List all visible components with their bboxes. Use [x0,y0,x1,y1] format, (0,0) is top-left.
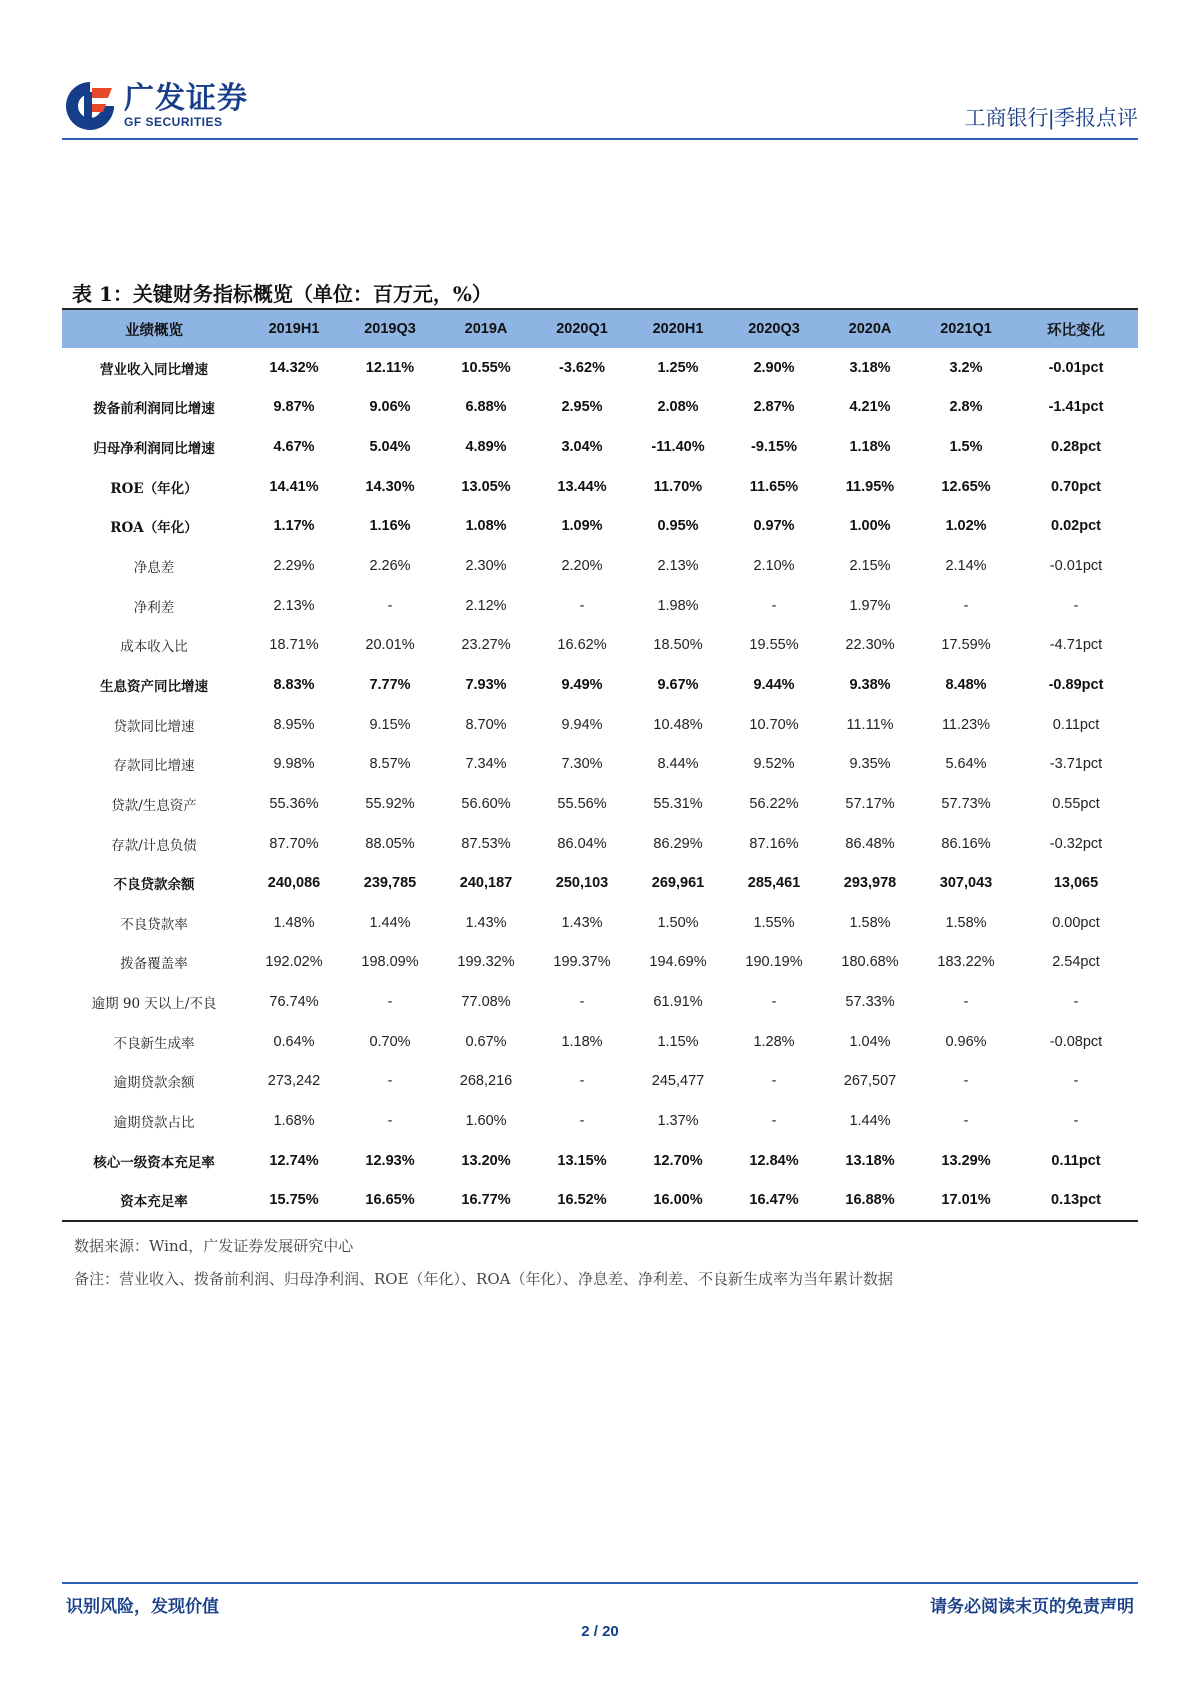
table-cell: - [1073,994,1079,1011]
table-row [62,1062,1138,1102]
table-cell: 61.91% [653,994,703,1011]
table-cell: 16.88% [845,1192,895,1209]
table-cell: 55.56% [557,795,607,812]
table-cell: 285,461 [747,875,801,892]
table-cell: 268,216 [459,1073,513,1090]
table-cell: - [387,994,393,1011]
table-cell: 12.84% [749,1152,799,1169]
table-cell: 0.95% [657,518,699,535]
table-cell: 12.70% [653,1152,703,1169]
table-cell: 19.55% [749,637,799,654]
table-cell: - [579,1073,585,1090]
table-cell: 190.19% [745,954,803,971]
table-cell: 3.18% [849,359,891,376]
logo-chinese-name: 广发证券 [124,82,248,115]
footer-divider [62,1582,1138,1584]
table-cell: 2.8% [949,399,983,416]
table-cell: 88.05% [365,835,415,852]
table-cell: 16.00% [653,1192,703,1209]
header-cell-period: 环比变化 [1014,310,1138,348]
table-cell: 17.01% [941,1192,991,1209]
table-cell: 1.50% [657,914,699,931]
row-label: 不良新生成率 [113,1035,195,1052]
table-cell: 9.67% [657,676,699,693]
table-cell: 307,043 [939,875,993,892]
header-cell-period: 2020Q1 [534,310,630,348]
table-cell: 1.17% [273,518,315,535]
table-cell: 17.59% [941,637,991,654]
table-cell: 1.68% [273,1112,315,1129]
row-label: ROE（年化） [110,480,198,497]
table-cell: 6.88% [465,399,507,416]
table-cell: - [387,1112,393,1129]
table-cell: 269,961 [651,875,705,892]
table-row [62,348,1138,388]
remark-note: 备注：营业收入、拨备前利润、归母净利润、ROE（年化）、ROA（年化）、净息差、净利差、不良新生成率为当年累计数据 [74,1270,893,1288]
table-cell: 239,785 [363,875,417,892]
table-cell: 0.70pct [1051,478,1101,495]
table-cell: 1.02% [945,518,987,535]
table-cell: 1.37% [657,1112,699,1129]
table-cell: 1.58% [849,914,891,931]
table-cell: -1.41pct [1048,399,1104,416]
table-cell: 5.04% [369,439,411,456]
table-cell: -0.32pct [1049,835,1103,852]
table-cell: 0.70% [369,1033,411,1050]
table-cell: 0.55pct [1052,795,1100,812]
table-cell: 0.97% [753,518,795,535]
table-cell: 57.33% [845,994,895,1011]
table-cell: 18.71% [269,637,319,654]
table-row [62,863,1138,903]
table-cell: 1.43% [561,914,603,931]
table-cell: 1.08% [465,518,507,535]
table-cell: 13.15% [557,1152,607,1169]
table-cell: 11.70% [653,478,703,495]
table-cell: 3.04% [561,439,603,456]
table-cell: 2.29% [273,558,315,575]
table-cell: 16.52% [557,1192,607,1209]
gf-logo-icon [62,78,118,134]
table-cell: 13.29% [941,1152,991,1169]
table-cell: 1.09% [561,518,603,535]
table-cell: 1.55% [753,914,795,931]
table-cell: -0.89pct [1048,676,1104,693]
table-cell: - [579,597,585,614]
table-cell: 14.32% [269,359,319,376]
table-cell: 15.75% [269,1192,319,1209]
table-cell: 1.15% [657,1033,699,1050]
company-logo [62,78,248,134]
table-row [62,1141,1138,1181]
header-cell-period: 2019H1 [246,310,342,348]
table-cell: 86.16% [941,835,991,852]
table-cell: 18.50% [653,637,703,654]
table-cell: 2.54pct [1052,954,1100,971]
table-cell: 4.89% [465,439,507,456]
table-cell: 10.55% [461,359,511,376]
table-cell: 2.87% [753,399,795,416]
table-cell: 1.16% [369,518,411,535]
header-cell-period: 2020H1 [630,310,726,348]
table-title: 表 1：关键财务指标概览（单位：百万元，%） [72,282,492,306]
table-cell: 2.10% [753,558,795,575]
table-cell: 55.31% [653,795,703,812]
table-cell: -0.01pct [1048,359,1104,376]
row-label: 成本收入比 [120,639,188,656]
table-row [62,903,1138,943]
table-cell: 2.15% [849,558,891,575]
table-cell: 8.95% [273,716,315,733]
table-cell: 8.83% [273,676,315,693]
table-cell: 87.16% [749,835,799,852]
page-number: 2 / 20 [581,1623,619,1640]
table-row [62,824,1138,864]
table-cell: 0.00pct [1052,914,1100,931]
header-cell-period: 2020Q3 [726,310,822,348]
table-cell: 4.21% [849,399,891,416]
row-label: 生息资产同比增速 [100,678,208,695]
table-cell: 1.58% [945,914,987,931]
table-cell: 16.65% [365,1192,415,1209]
table-cell: 11.11% [846,716,894,733]
table-cell: 9.94% [561,716,603,733]
table-cell: 1.18% [561,1033,603,1050]
table-cell: 2.08% [657,399,699,416]
row-label: 归母净利润同比增速 [93,441,215,458]
table-cell: - [579,1112,585,1129]
table-cell: 194.69% [649,954,707,971]
table-cell: 87.70% [269,835,319,852]
table-cell: 11.95% [845,478,895,495]
table-cell: -9.15% [751,439,797,456]
header-cell-period: 2019Q3 [342,310,438,348]
table-cell: 13,065 [1053,875,1099,892]
table-cell: 250,103 [555,875,609,892]
table-cell: 198.09% [361,954,419,971]
table-cell: 0.96% [945,1033,987,1050]
table-cell: 9.15% [369,716,411,733]
table-cell: 14.30% [365,478,415,495]
table-cell: 13.20% [461,1152,511,1169]
table-cell: 11.65% [749,478,799,495]
table-cell: - [579,994,585,1011]
table-cell: 199.32% [457,954,515,971]
row-label: 资本充足率 [120,1194,188,1211]
table-row [62,784,1138,824]
table-cell: 8.48% [945,676,987,693]
table-row [62,1101,1138,1141]
table-cell: - [771,994,777,1011]
table-cell: 1.25% [657,359,699,376]
table-cell: 12.74% [269,1152,319,1169]
table-cell: 1.44% [369,914,411,931]
table-cell: 1.00% [849,518,891,535]
table-row [62,705,1138,745]
header-cell-metric: 业绩概览 [62,310,246,348]
table-cell: 2.12% [465,597,507,614]
row-label: 不良贷款余额 [113,877,195,894]
table-cell: 9.35% [849,756,891,773]
table-cell: 2.90% [753,359,795,376]
table-cell: 56.22% [749,795,799,812]
table-cell: 1.18% [849,439,891,456]
table-cell: 9.38% [849,676,891,693]
table-row [62,546,1138,586]
table-cell: -0.01pct [1049,558,1103,575]
table-cell: 9.06% [369,399,411,416]
table-cell: -0.08pct [1049,1033,1103,1050]
table-cell: 22.30% [845,637,895,654]
table-row [62,625,1138,665]
row-label: 净息差 [133,560,175,577]
table-cell: 293,978 [843,875,897,892]
table-row [62,388,1138,428]
table-cell: 1.44% [849,1112,891,1129]
table-cell: 0.11pct [1051,1152,1101,1169]
table-cell: 240,187 [459,875,513,892]
table-cell: 2.13% [273,597,315,614]
table-bottom-rule [62,1220,1138,1222]
row-label: 贷款/生息资产 [111,797,197,814]
table-cell: 0.28pct [1051,439,1101,456]
table-cell: 12.65% [941,478,991,495]
table-cell: - [771,1112,777,1129]
table-cell: 183.22% [937,954,995,971]
table-cell: 7.77% [369,676,411,693]
table-cell: 0.02pct [1051,518,1101,535]
table-cell: 1.60% [465,1112,507,1129]
table-row [62,1180,1138,1220]
table-cell: 2.13% [657,558,699,575]
table-cell: 0.64% [273,1033,315,1050]
table-row [62,507,1138,547]
table-cell: -11.40% [651,439,705,456]
table-cell: 273,242 [267,1073,321,1090]
footer-slogan: 识别风险，发现价值 [66,1597,219,1616]
table-cell: 13.44% [557,478,607,495]
table-cell: 1.04% [849,1033,891,1050]
table-cell: 1.48% [273,914,315,931]
row-label: 营业收入同比增速 [100,361,208,378]
row-label: 不良贷款率 [120,916,188,933]
header-cell-period: 2021Q1 [918,310,1014,348]
table-cell: 3.2% [949,359,983,376]
page-header [62,78,1138,140]
table-cell: - [1073,1112,1079,1129]
table-cell: 12.11% [365,359,415,376]
row-label: 存款/计息负债 [111,837,197,854]
table-cell: 8.70% [465,716,507,733]
table-cell: 1.98% [657,597,699,614]
table-cell: 76.74% [269,994,319,1011]
table-cell: 2.20% [561,558,603,575]
row-label: 贷款同比增速 [113,718,195,735]
table-row [62,427,1138,467]
table-cell: 86.04% [557,835,607,852]
table-cell: 0.67% [465,1033,507,1050]
table-cell: 11.23% [941,716,991,733]
table-cell: 7.93% [465,676,507,693]
row-label: 存款同比增速 [113,758,195,775]
table-row [62,665,1138,705]
table-cell: - [963,994,969,1011]
table-cell: -3.71pct [1049,756,1103,773]
table-cell: 1.43% [465,914,507,931]
table-cell: 1.28% [753,1033,795,1050]
table-cell: - [1073,597,1079,614]
table-cell: - [963,597,969,614]
table-cell: 267,507 [843,1073,897,1090]
table-cell: 9.44% [753,676,795,693]
table-cell: 8.44% [657,756,699,773]
data-source-note: 数据来源：Wind，广发证券发展研究中心 [74,1237,354,1255]
table-cell: - [963,1073,969,1090]
logo-english-name: GF SECURITIES [124,115,223,129]
table-cell: 77.08% [461,994,511,1011]
table-cell: -3.62% [559,359,605,376]
table-cell: - [387,1073,393,1090]
table-row [62,982,1138,1022]
table-cell: 9.52% [753,756,795,773]
table-cell: 2.14% [945,558,987,575]
row-label: 逾期贷款余额 [113,1075,195,1092]
table-cell: 7.30% [561,756,603,773]
table-row [62,943,1138,983]
table-cell: 2.26% [369,558,411,575]
table-cell: 9.87% [273,399,315,416]
table-cell: - [387,597,393,614]
row-label: 拨备前利润同比增速 [93,401,215,418]
table-cell: - [1073,1073,1079,1090]
table-cell: 7.34% [465,756,507,773]
row-label: 净利差 [133,599,175,616]
table-cell: 1.97% [849,597,891,614]
table-cell: 55.92% [365,795,415,812]
table-cell: 13.18% [845,1152,895,1169]
table-cell: 23.27% [461,637,511,654]
table-cell: 14.41% [269,478,319,495]
row-label: ROA（年化） [110,520,198,537]
table-cell: 55.36% [269,795,319,812]
table-cell: 16.77% [461,1192,511,1209]
header-cell-period: 2019A [438,310,534,348]
row-label: 逾期贷款占比 [113,1114,195,1131]
table-row [62,744,1138,784]
table-cell: 1.5% [949,439,983,456]
table-cell: 5.64% [945,756,987,773]
financial-table [62,308,1138,1222]
table-cell: - [771,597,777,614]
table-cell: 0.11pct [1052,716,1100,733]
table-cell: 10.70% [749,716,799,733]
table-cell: 199.37% [553,954,611,971]
table-cell: 86.29% [653,835,703,852]
table-cell: 0.13pct [1051,1192,1101,1209]
table-cell: 57.73% [941,795,991,812]
table-cell: 9.98% [273,756,315,773]
table-cell: 4.67% [273,439,315,456]
table-row [62,1022,1138,1062]
row-label: 逾期 90 天以上/不良 [91,996,217,1013]
table-cell: -4.71pct [1049,637,1103,654]
header-divider [62,138,1138,140]
table-cell: 87.53% [461,835,511,852]
table-cell: 10.48% [653,716,703,733]
table-cell: - [771,1073,777,1090]
table-cell: 192.02% [265,954,323,971]
table-cell: - [963,1112,969,1129]
table-cell: 57.17% [845,795,895,812]
report-tag: 工商银行|季报点评 [964,107,1138,130]
row-label: 拨备覆盖率 [120,956,188,973]
table-cell: 12.93% [365,1152,415,1169]
table-cell: 8.57% [369,756,411,773]
table-cell: 16.62% [557,637,607,654]
table-cell: 16.47% [749,1192,799,1209]
table-cell: 240,086 [267,875,321,892]
table-header-row [62,310,1138,348]
table-cell: 13.05% [461,478,511,495]
table-cell: 86.48% [845,835,895,852]
table-cell: 20.01% [365,637,415,654]
table-cell: 180.68% [841,954,899,971]
table-cell: 2.95% [561,399,603,416]
table-row [62,586,1138,626]
table-cell: 245,477 [651,1073,705,1090]
table-cell: 9.49% [561,676,603,693]
row-label: 核心一级资本充足率 [93,1154,215,1171]
table-cell: 2.30% [465,558,507,575]
table-row [62,467,1138,507]
table-notes [74,1230,893,1296]
table-cell: 56.60% [461,795,511,812]
footer-disclaimer: 请务必阅读末页的免责声明 [930,1597,1134,1616]
header-cell-period: 2020A [822,310,918,348]
